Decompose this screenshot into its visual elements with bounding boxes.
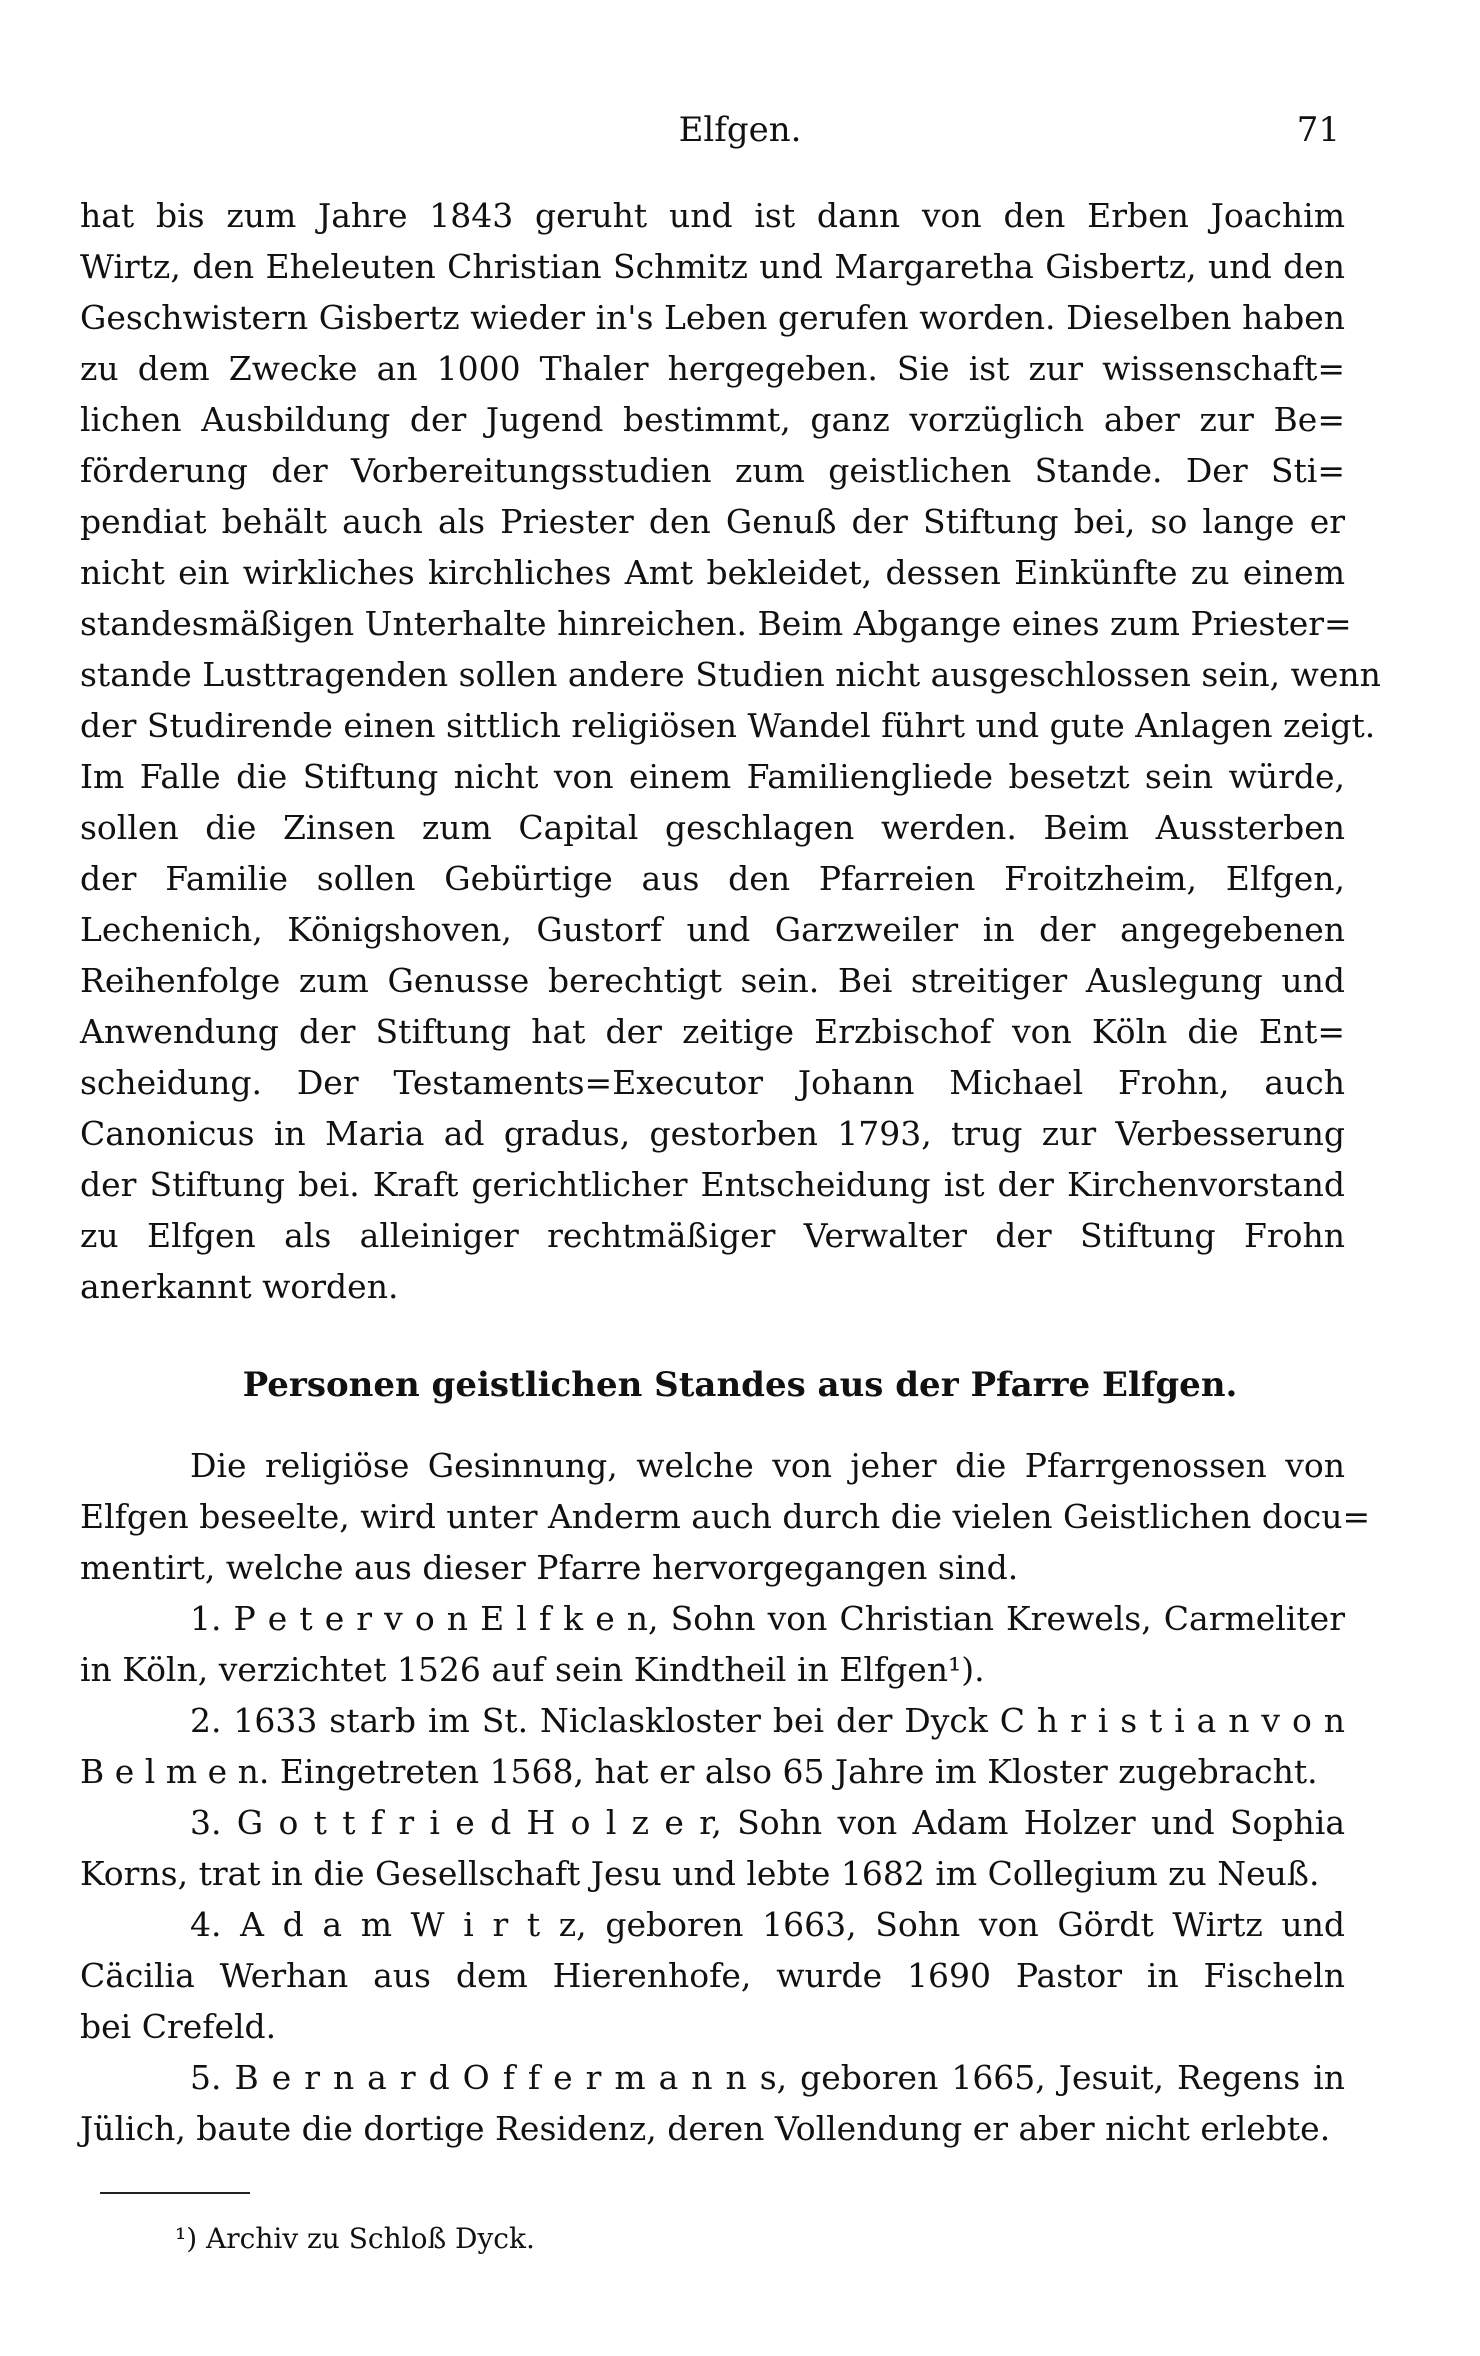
text-line: hat bis zum Jahre 1843 geruht und ist dann von den Erben Joachim	[80, 196, 1345, 235]
text-line: Jülich, baute die dortige Residenz, deren Vollendung er aber nicht erlebte.	[80, 2109, 1331, 2148]
text-line: Korns, trat in die Gesellschaft Jesu und lebte 1682 im Collegium zu Neuß.	[80, 1854, 1320, 1893]
text-line: 1. P e t e r v o n E l f k e n, Sohn von Christian Krewels, Carmeliter	[190, 1599, 1345, 1638]
text-line: standesmäßigen Unterhalte hinreichen. Beim Abgange eines zum Priester=	[80, 604, 1352, 643]
page-number: 71	[1296, 110, 1340, 150]
text-line: stande Lusttragenden sollen andere Studien nicht ausgeschlossen sein, wenn	[80, 655, 1381, 694]
text-line: 2. 1633 starb im St. Niclaskloster bei der Dyck C h r i s t i a n v o n	[190, 1701, 1345, 1740]
text-line: in Köln, verzichtet 1526 auf sein Kindtheil in Elfgen¹).	[80, 1650, 985, 1689]
text-line: anerkannt worden.	[80, 1267, 399, 1306]
text-line: 4. A d a m W i r t z, geboren 1663, Sohn von Gördt Wirtz und	[190, 1905, 1345, 1944]
text-line: zu dem Zwecke an 1000 Thaler hergegeben. Sie ist zur wissenschaft=	[80, 349, 1345, 388]
text-line: B e l m e n. Eingetreten 1568, hat er also 65 Jahre im Kloster zugebracht.	[80, 1752, 1318, 1791]
text-line: nicht ein wirkliches kirchliches Amt bekleidet, dessen Einkünfte zu einem	[80, 553, 1345, 592]
paragraph-personen	[80, 1440, 1371, 2154]
text-line: Die religiöse Gesinnung, welche von jeher die Pfarrgenossen von	[190, 1446, 1345, 1485]
text-line: zu Elfgen als alleiniger rechtmäßiger Verwalter der Stiftung Frohn	[80, 1216, 1345, 1255]
text-line: Anwendung der Stiftung hat der zeitige Erzbischof von Köln die Ent=	[80, 1012, 1345, 1051]
text-line: Geschwistern Gisbertz wieder in's Leben gerufen worden. Dieselben haben	[80, 298, 1345, 337]
paragraph-stiftung	[80, 190, 1381, 1312]
text-line: bei Crefeld.	[80, 2007, 277, 2046]
text-line: lichen Ausbildung der Jugend bestimmt, ganz vorzüglich aber zur Be=	[80, 400, 1345, 439]
footnote-divider	[100, 2192, 250, 2194]
text-line: der Stiftung bei. Kraft gerichtlicher Entscheidung ist der Kirchenvorstand	[80, 1165, 1345, 1204]
text-line: mentirt, welche aus dieser Pfarre hervorgegangen sind.	[80, 1548, 1019, 1587]
text-line: 5. B e r n a r d O f f e r m a n n s, geboren 1665, Jesuit, Regens in	[190, 2058, 1345, 2097]
text-line: der Studirende einen sittlich religiösen Wandel führt und gute Anlagen zeigt.	[80, 706, 1376, 745]
text-line: der Familie sollen Gebürtige aus den Pfarreien Froitzheim, Elfgen,	[80, 859, 1345, 898]
text-line: förderung der Vorbereitungsstudien zum geistlichen Stande. Der Sti=	[80, 451, 1345, 490]
text-line: Lechenich, Königshoven, Gustorf und Garzweiler in der angegebenen	[80, 910, 1345, 949]
text-line: scheidung. Der Testaments=Executor Johann Michael Frohn, auch	[80, 1063, 1345, 1102]
text-line: Wirtz, den Eheleuten Christian Schmitz und Margaretha Gisbertz, und den	[80, 247, 1345, 286]
text-line: 3. G o t t f r i e d H o l z e r, Sohn von Adam Holzer und Sophia	[190, 1803, 1345, 1842]
text-line: pendiat behält auch als Priester den Genuß der Stiftung bei, so lange er	[80, 502, 1345, 541]
running-title: Elfgen.	[678, 110, 802, 150]
text-line: Cäcilia Werhan aus dem Hierenhofe, wurde 1690 Pastor in Fischeln	[80, 1956, 1345, 1995]
text-line: Canonicus in Maria ad gradus, gestorben 1793, trug zur Verbesserung	[80, 1114, 1345, 1153]
section-heading: Personen geistlichen Standes aus der Pfarre Elfgen.	[242, 1365, 1238, 1405]
text-line: sollen die Zinsen zum Capital geschlagen werden. Beim Aussterben	[80, 808, 1345, 847]
text-line: Im Falle die Stiftung nicht von einem Familiengliede besetzt sein würde,	[80, 757, 1345, 796]
text-line: Elfgen beseelte, wird unter Anderm auch durch die vielen Geistlichen docu=	[80, 1497, 1371, 1536]
text-line: Reihenfolge zum Genusse berechtigt sein. Bei streitiger Auslegung und	[80, 961, 1345, 1000]
footnote: ¹) Archiv zu Schloß Dyck.	[175, 2222, 535, 2255]
